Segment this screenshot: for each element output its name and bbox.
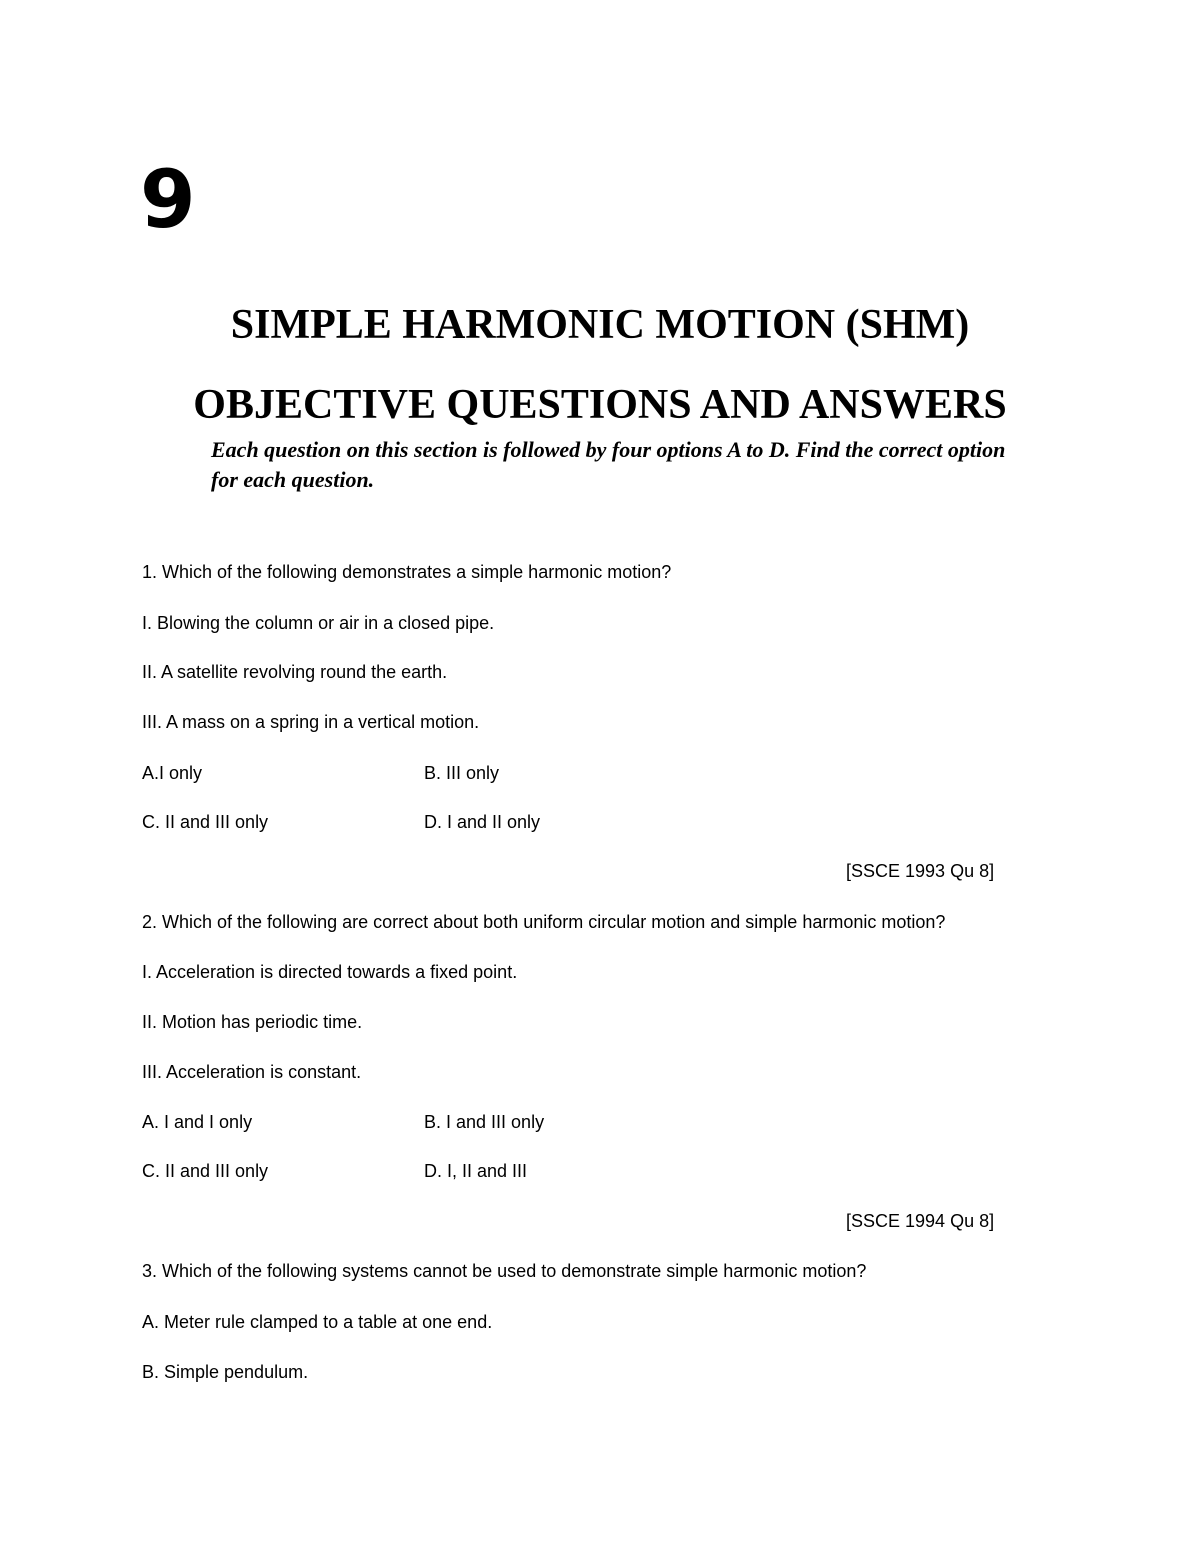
question-text: 1. Which of the following demonstrates a simple harmonic motion?: [142, 562, 672, 582]
option-a: A. Meter rule clamped to a table at one end.: [142, 1312, 493, 1332]
chapter-number: 9: [140, 153, 196, 246]
statement-item: III. Acceleration is constant.: [142, 1062, 362, 1082]
question-source: [SSCE 1993 Qu 8]: [846, 861, 995, 881]
statement-item: I. Blowing the column or air in a closed pipe.: [142, 613, 495, 633]
option-b: B. Simple pendulum.: [142, 1362, 309, 1382]
question-source: [SSCE 1994 Qu 8]: [846, 1211, 995, 1231]
question-text: 2. Which of the following are correct about both uniform circular motion and simple harmonic motion?: [142, 912, 946, 932]
section-title: OBJECTIVE QUESTIONS AND ANSWERS: [193, 382, 1007, 428]
statement-item: II. A satellite revolving round the earth.: [142, 662, 448, 682]
instructions: Each question on this section is followed by four options A to D. Find the correct option for each question.: [211, 437, 1006, 492]
option-b: B. I and III only: [424, 1112, 545, 1132]
chapter-title: SIMPLE HARMONIC MOTION (SHM): [230, 302, 970, 348]
option-b: B. III only: [424, 763, 500, 783]
statement-item: III. A mass on a spring in a vertical motion.: [142, 712, 480, 732]
statement-item: II. Motion has periodic time.: [142, 1012, 363, 1032]
option-c: C. II and III only: [142, 812, 269, 832]
option-c: C. II and III only: [142, 1161, 269, 1181]
option-a: A. I and I only: [142, 1112, 253, 1132]
option-d: D. I and II only: [424, 812, 541, 832]
question-text: 3. Which of the following systems cannot be used to demonstrate simple harmonic motion?: [142, 1261, 867, 1281]
option-d: D. I, II and III: [424, 1161, 528, 1181]
option-a: A.I only: [142, 763, 203, 783]
statement-item: I. Acceleration is directed towards a fixed point.: [142, 962, 518, 982]
